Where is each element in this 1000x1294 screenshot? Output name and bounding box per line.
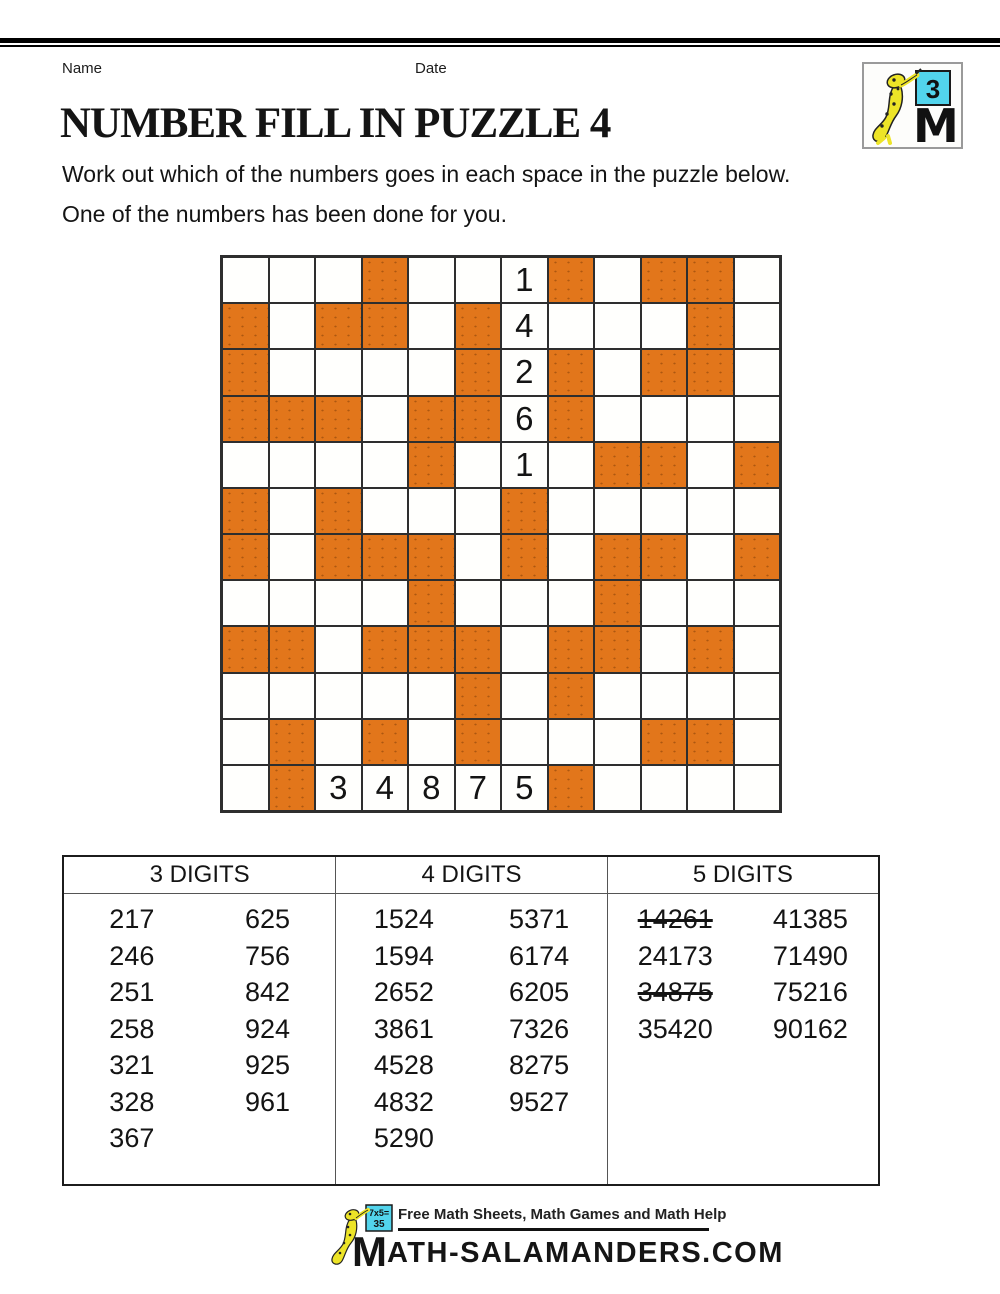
grid-cell-r1c7[interactable] (548, 303, 595, 349)
grid-cell-r11c2: 3 (315, 765, 362, 811)
digit-subcol-right (743, 901, 878, 1047)
number-item: 35420 (637, 1013, 713, 1044)
grid-cell-r5c3[interactable] (362, 488, 409, 534)
grid-cell-r8c8 (594, 626, 641, 672)
grid-cell-r4c10[interactable] (687, 442, 734, 488)
grid-cell-r7c8 (594, 580, 641, 626)
grid-cell-r5c9[interactable] (641, 488, 688, 534)
footer-card-line1: 7x5= (368, 1208, 390, 1218)
digit-column-body (608, 894, 878, 1047)
grid-cell-r6c1[interactable] (269, 534, 316, 580)
grid-cell-r0c7 (548, 257, 595, 303)
grid-cell-r11c5: 7 (455, 765, 502, 811)
grid-cell-r9c10[interactable] (687, 673, 734, 719)
grid-cell-r10c10 (687, 719, 734, 765)
grid-cell-r7c4 (408, 580, 455, 626)
digit-column-body (64, 894, 335, 1157)
number-item: 625 (244, 904, 291, 934)
grid-cell-r3c10[interactable] (687, 396, 734, 442)
grid-cell-r6c2 (315, 534, 362, 580)
grid-cell-r10c1 (269, 719, 316, 765)
number-item: 2652 (373, 977, 434, 1007)
number-item: 756 (244, 940, 291, 971)
grid-cell-r0c4[interactable] (408, 257, 455, 303)
grid-cell-r4c0[interactable] (222, 442, 269, 488)
grid-cell-r8c1 (269, 626, 316, 672)
grid-cell-r5c8[interactable] (594, 488, 641, 534)
grid-cell-r10c7[interactable] (548, 719, 595, 765)
date-field-label: Date (415, 60, 447, 77)
grid-cell-r6c9 (641, 534, 688, 580)
grid-cell-r10c9 (641, 719, 688, 765)
instruction-line-1: Work out which of the numbers goes in each space in the puzzle below. (62, 161, 791, 187)
digit-column-header: 4 DIGITS (336, 857, 606, 894)
number-item: 217 (109, 904, 155, 934)
grid-cell-r11c0[interactable] (222, 765, 269, 811)
grid-cell-r10c4[interactable] (408, 719, 455, 765)
grid-cell-r5c6 (501, 488, 548, 534)
number-item: 842 (244, 977, 291, 1007)
grid-cell-r3c7 (548, 396, 595, 442)
grid-cell-r8c4 (408, 626, 455, 672)
number-item: 5371 (509, 904, 570, 934)
grid-cell-r10c5 (455, 719, 502, 765)
grid-cell-r11c11[interactable] (734, 765, 781, 811)
grid-cell-r5c7[interactable] (548, 488, 595, 534)
grid-cell-r2c4[interactable] (408, 349, 455, 395)
grid-cell-r11c9[interactable] (641, 765, 688, 811)
grid-cell-r9c4[interactable] (408, 673, 455, 719)
grid-cell-r8c0 (222, 626, 269, 672)
number-item: 7326 (509, 1013, 570, 1044)
instruction-line-2: One of the numbers has been done for you. (62, 201, 507, 227)
grid-cell-r9c6[interactable] (501, 673, 548, 719)
grid-cell-r1c0 (222, 303, 269, 349)
grid-cell-r5c5[interactable] (455, 488, 502, 534)
number-item: 961 (244, 1086, 291, 1117)
grid-cell-r9c2[interactable] (315, 673, 362, 719)
grid-cell-r4c7[interactable] (548, 442, 595, 488)
page-title: NUMBER FILL IN PUZZLE 4 (60, 100, 611, 147)
grid-cell-r1c11[interactable] (734, 303, 781, 349)
grid-cell-r9c1[interactable] (269, 673, 316, 719)
grid-cell-r3c0 (222, 396, 269, 442)
grid-cell-r4c5[interactable] (455, 442, 502, 488)
grid-cell-r2c9 (641, 349, 688, 395)
digit-subcol-right (200, 901, 336, 1157)
digit-subcol-right (472, 901, 607, 1157)
grid-cell-r8c10 (687, 626, 734, 672)
grid-cell-r2c10 (687, 349, 734, 395)
number-item: 3861 (373, 1013, 434, 1044)
grid-cell-r7c2[interactable] (315, 580, 362, 626)
number-item: 90162 (772, 1013, 848, 1044)
footer-card-line2: 35 (373, 1219, 385, 1230)
grid-cell-r0c5[interactable] (455, 257, 502, 303)
grid-cell-r4c9 (641, 442, 688, 488)
digit-column-1 (64, 857, 335, 1184)
number-item: 251 (109, 977, 155, 1007)
grid-cell-r7c1[interactable] (269, 580, 316, 626)
number-lists-table (62, 855, 880, 1186)
grid-cell-r11c7 (548, 765, 595, 811)
grid-cell-r5c10[interactable] (687, 488, 734, 534)
footer-tagline: Free Math Sheets, Math Games and Math Help (398, 1206, 727, 1223)
puzzle-grid (220, 255, 782, 813)
grid-cell-r4c2[interactable] (315, 442, 362, 488)
digit-column-3 (607, 857, 878, 1184)
digit-column-2 (335, 857, 606, 1184)
grid-cell-r6c8 (594, 534, 641, 580)
grid-cell-r6c5[interactable] (455, 534, 502, 580)
grid-cell-r3c6: 6 (501, 396, 548, 442)
grid-cell-r3c5 (455, 396, 502, 442)
number-item: 1524 (373, 904, 434, 934)
grid-cell-r8c7 (548, 626, 595, 672)
number-item: 41385 (772, 904, 848, 934)
digit-subcol-left (608, 901, 743, 1047)
grid-cell-r2c7 (548, 349, 595, 395)
grid-cell-r6c6 (501, 534, 548, 580)
number-item: 4528 (373, 1050, 434, 1080)
grid-cell-r8c3 (362, 626, 409, 672)
grid-cell-r9c11[interactable] (734, 673, 781, 719)
grid-cell-r9c8[interactable] (594, 673, 641, 719)
grid-cell-r2c5 (455, 349, 502, 395)
grid-cell-r5c1[interactable] (269, 488, 316, 534)
grid-cell-r0c10 (687, 257, 734, 303)
grid-cell-r11c10[interactable] (687, 765, 734, 811)
number-item: 34875 (637, 977, 713, 1007)
grid-cell-r2c1[interactable] (269, 349, 316, 395)
grid-cell-r2c3[interactable] (362, 349, 409, 395)
footer-wordmark-rest: ATH-SALAMANDERS.COM (387, 1237, 784, 1269)
grid-cell-r11c4: 8 (408, 765, 455, 811)
grid-cell-r9c5 (455, 673, 502, 719)
grid-cell-r5c0 (222, 488, 269, 534)
grid-cell-r5c2 (315, 488, 362, 534)
grid-cell-r11c3: 4 (362, 765, 409, 811)
grid-cell-r2c8[interactable] (594, 349, 641, 395)
grid-cell-r0c6: 1 (501, 257, 548, 303)
number-item: 5290 (373, 1123, 434, 1153)
number-item: 258 (109, 1013, 155, 1044)
grid-cell-r7c11[interactable] (734, 580, 781, 626)
number-item: 1594 (373, 940, 434, 971)
number-item: 328 (109, 1086, 155, 1117)
grid-cell-r1c8[interactable] (594, 303, 641, 349)
grid-cell-r3c4 (408, 396, 455, 442)
grid-cell-r8c5 (455, 626, 502, 672)
grid-cell-r3c2 (315, 396, 362, 442)
grid-cell-r0c3 (362, 257, 409, 303)
name-field-label: Name (62, 60, 103, 77)
grid-cell-r5c4[interactable] (408, 488, 455, 534)
grid-cell-r0c8[interactable] (594, 257, 641, 303)
grid-cell-r6c3 (362, 534, 409, 580)
grid-cell-r9c0[interactable] (222, 673, 269, 719)
number-item: 24173 (637, 940, 713, 971)
salamander-logo-icon (864, 64, 961, 147)
grid-cell-r1c9[interactable] (641, 303, 688, 349)
grid-cell-r8c9[interactable] (641, 626, 688, 672)
grid-cell-r6c11 (734, 534, 781, 580)
grid-cell-r4c3[interactable] (362, 442, 409, 488)
grid-cell-r2c0 (222, 349, 269, 395)
digit-column-header: 5 DIGITS (608, 857, 878, 894)
number-item: 14261 (637, 904, 713, 934)
grid-cell-r1c6: 4 (501, 303, 548, 349)
grid-cell-r7c6[interactable] (501, 580, 548, 626)
grid-cell-r0c2[interactable] (315, 257, 362, 303)
grid-cell-r6c7[interactable] (548, 534, 595, 580)
grid-cell-r1c4[interactable] (408, 303, 455, 349)
grid-cell-r1c10 (687, 303, 734, 349)
grid-cell-r7c3[interactable] (362, 580, 409, 626)
logo-card-number: 3 (925, 74, 941, 104)
corner-logo (862, 62, 963, 149)
grid-cell-r1c5 (455, 303, 502, 349)
grid-cell-r0c1[interactable] (269, 257, 316, 303)
grid-cell-r4c6: 1 (501, 442, 548, 488)
grid-cell-r10c0[interactable] (222, 719, 269, 765)
grid-cell-r3c9[interactable] (641, 396, 688, 442)
grid-cell-r4c1[interactable] (269, 442, 316, 488)
grid-cell-r0c9 (641, 257, 688, 303)
grid-cell-r8c6[interactable] (501, 626, 548, 672)
number-item: 9527 (509, 1086, 570, 1117)
grid-cell-r7c9[interactable] (641, 580, 688, 626)
grid-cell-r6c0 (222, 534, 269, 580)
grid-cell-r7c10[interactable] (687, 580, 734, 626)
grid-cell-r4c8 (594, 442, 641, 488)
number-item: 924 (244, 1013, 291, 1044)
grid-cell-r8c11[interactable] (734, 626, 781, 672)
grid-cell-r1c1[interactable] (269, 303, 316, 349)
grid-cell-r3c11[interactable] (734, 396, 781, 442)
grid-cell-r4c11 (734, 442, 781, 488)
digit-subcol-left (336, 901, 471, 1157)
number-item: 4832 (373, 1086, 434, 1117)
grid-cell-r6c4 (408, 534, 455, 580)
digit-column-header: 3 DIGITS (64, 857, 335, 894)
grid-cell-r6c10[interactable] (687, 534, 734, 580)
footer-wordmark (352, 1228, 784, 1276)
grid-cell-r11c6: 5 (501, 765, 548, 811)
grid-cell-r5c11[interactable] (734, 488, 781, 534)
number-item: 71490 (772, 940, 848, 971)
grid-cell-r3c1 (269, 396, 316, 442)
digit-subcol-left (64, 901, 200, 1157)
grid-cell-r10c11[interactable] (734, 719, 781, 765)
top-rule-thin (0, 45, 1000, 47)
grid-cell-r1c3 (362, 303, 409, 349)
logo-m-letter: M (913, 99, 959, 147)
number-item: 321 (109, 1050, 155, 1080)
number-item: 925 (244, 1050, 291, 1080)
grid-cell-r10c8[interactable] (594, 719, 641, 765)
grid-cell-r10c3 (362, 719, 409, 765)
footer-wordmark-m: M (352, 1228, 387, 1275)
number-item: 246 (109, 940, 155, 971)
grid-cell-r0c11[interactable] (734, 257, 781, 303)
grid-cell-r7c0[interactable] (222, 580, 269, 626)
grid-cell-r11c8[interactable] (594, 765, 641, 811)
grid-cell-r9c3[interactable] (362, 673, 409, 719)
grid-cell-r11c1 (269, 765, 316, 811)
digit-column-body (336, 894, 606, 1157)
grid-cell-r9c9[interactable] (641, 673, 688, 719)
top-rule-thick (0, 38, 1000, 43)
grid-cell-r4c4 (408, 442, 455, 488)
grid-cell-r7c7[interactable] (548, 580, 595, 626)
number-item: 75216 (772, 977, 848, 1007)
grid-cell-r10c2[interactable] (315, 719, 362, 765)
grid-cell-r2c11[interactable] (734, 349, 781, 395)
number-item: 6174 (509, 940, 570, 971)
grid-cell-r7c5[interactable] (455, 580, 502, 626)
number-item: 367 (109, 1123, 155, 1153)
grid-cell-r10c6[interactable] (501, 719, 548, 765)
number-item: 6205 (509, 977, 570, 1007)
grid-cell-r3c8[interactable] (594, 396, 641, 442)
grid-cell-r2c2[interactable] (315, 349, 362, 395)
grid-cell-r9c7 (548, 673, 595, 719)
grid-cell-r0c0[interactable] (222, 257, 269, 303)
grid-cell-r3c3[interactable] (362, 396, 409, 442)
number-item: 8275 (509, 1050, 570, 1080)
grid-cell-r8c2[interactable] (315, 626, 362, 672)
grid-cell-r2c6: 2 (501, 349, 548, 395)
grid-cell-r1c2 (315, 303, 362, 349)
